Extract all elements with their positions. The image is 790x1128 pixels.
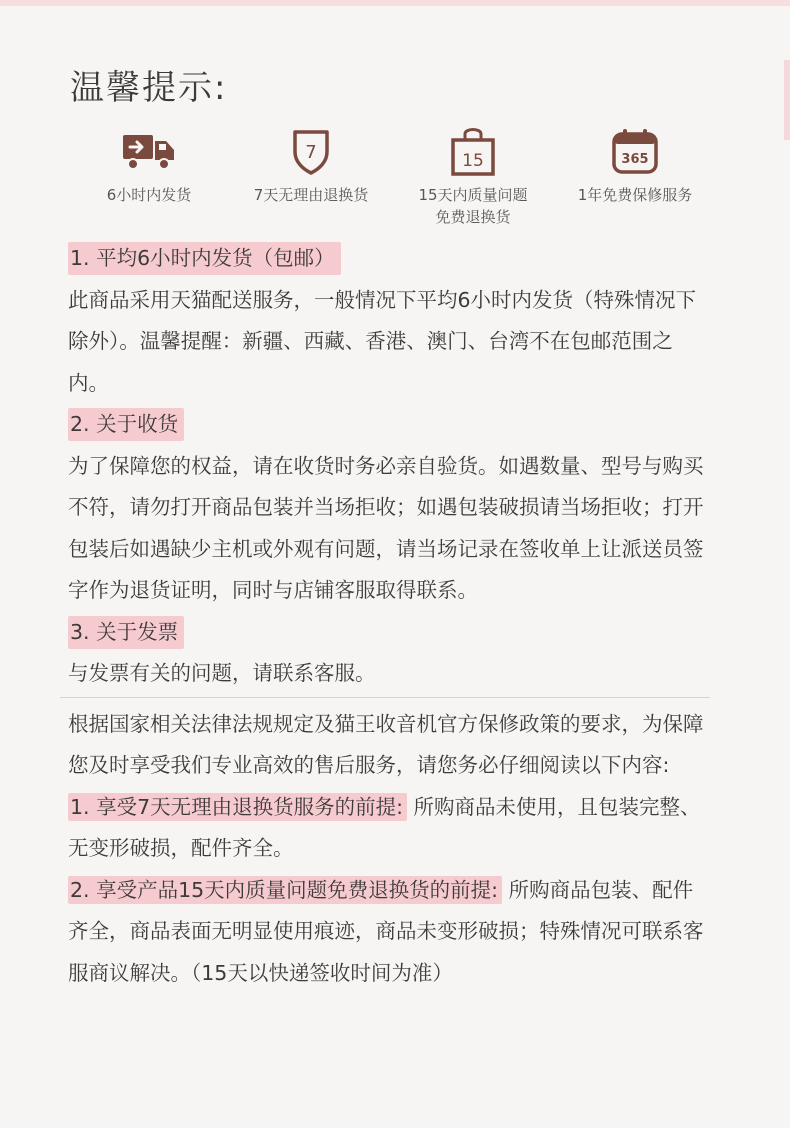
legal-item-body: 所购商品未使用，且包装完整、无变形破损，配件齐全。 <box>68 794 701 860</box>
shield-badge-text: 7 <box>305 142 317 163</box>
service-label-line2: 免费退换货 <box>435 208 511 226</box>
service-label-line1: 15天内质量问题 <box>418 186 528 204</box>
legal-item-heading: 1. 享受7天无理由退换货服务的前提: <box>68 793 407 821</box>
top-accent-bar <box>0 0 790 6</box>
section-shipping <box>68 238 708 404</box>
service-label: 7天无理由退换货 <box>253 186 369 204</box>
bag-15-icon <box>448 124 498 178</box>
legal-item-body: 所购商品包装、配件齐全，商品表面无明显使用痕迹，商品未变形破损；特殊情况可联系客服商议解决。（15天以快递签收时间为准） <box>68 877 704 985</box>
legal-item-1 <box>68 787 708 870</box>
section-receiving <box>68 404 708 612</box>
section-body: 此商品采用天猫配送服务，一般情况下平均6小时内发货（特殊情况下除外）。温馨提醒：新疆、西藏、香港、澳门、台湾不在包邮范围之内。 <box>68 287 697 395</box>
legal-item-heading: 2. 享受产品15天内质量问题免费退换货的前提: <box>68 876 502 904</box>
shield-7-icon <box>289 126 333 176</box>
section-body: 与发票有关的问题，请联系客服。 <box>68 661 376 685</box>
service-label: 1年免费保修服务 <box>577 186 693 204</box>
section-heading: 3. 关于发票 <box>68 616 184 649</box>
calendar-365-icon <box>610 126 660 176</box>
notice-content <box>68 238 708 994</box>
section-heading: 1. 平均6小时内发货（包邮） <box>68 242 341 275</box>
service-label: 6小时内发货 <box>106 186 192 204</box>
calendar-badge-text: 365 <box>621 152 649 167</box>
service-1year-warranty <box>554 122 716 228</box>
divider <box>60 697 710 698</box>
service-15day-quality <box>392 122 554 228</box>
legal-item-2 <box>68 870 708 995</box>
section-body: 为了保障您的权益，请在收货时务必亲自验货。如遇数量、型号与购买不符，请勿打开商品包装并当场拒收；如遇包装破损请当场拒收；打开包装后如遇缺少主机或外观有问题，请当场记录在签收单上让派送员签字作为退货证明，同时与店铺客服取得联系。 <box>68 453 704 602</box>
service-icons-row <box>68 122 718 228</box>
section-heading: 2. 关于收货 <box>68 408 184 441</box>
bag-badge-text: 15 <box>462 151 484 171</box>
truck-icon <box>121 129 177 173</box>
service-7day-return <box>230 122 392 228</box>
page-title: 温馨提示: <box>70 68 228 108</box>
section-invoice <box>68 612 708 695</box>
service-shipping <box>68 122 230 228</box>
legal-intro: 根据国家相关法律法规规定及猫王收音机官方保修政策的要求，为保障您及时享受我们专业高效的售后服务，请您务必仔细阅读以下内容: <box>68 711 704 777</box>
side-accent <box>784 60 790 140</box>
service-label <box>392 184 554 228</box>
